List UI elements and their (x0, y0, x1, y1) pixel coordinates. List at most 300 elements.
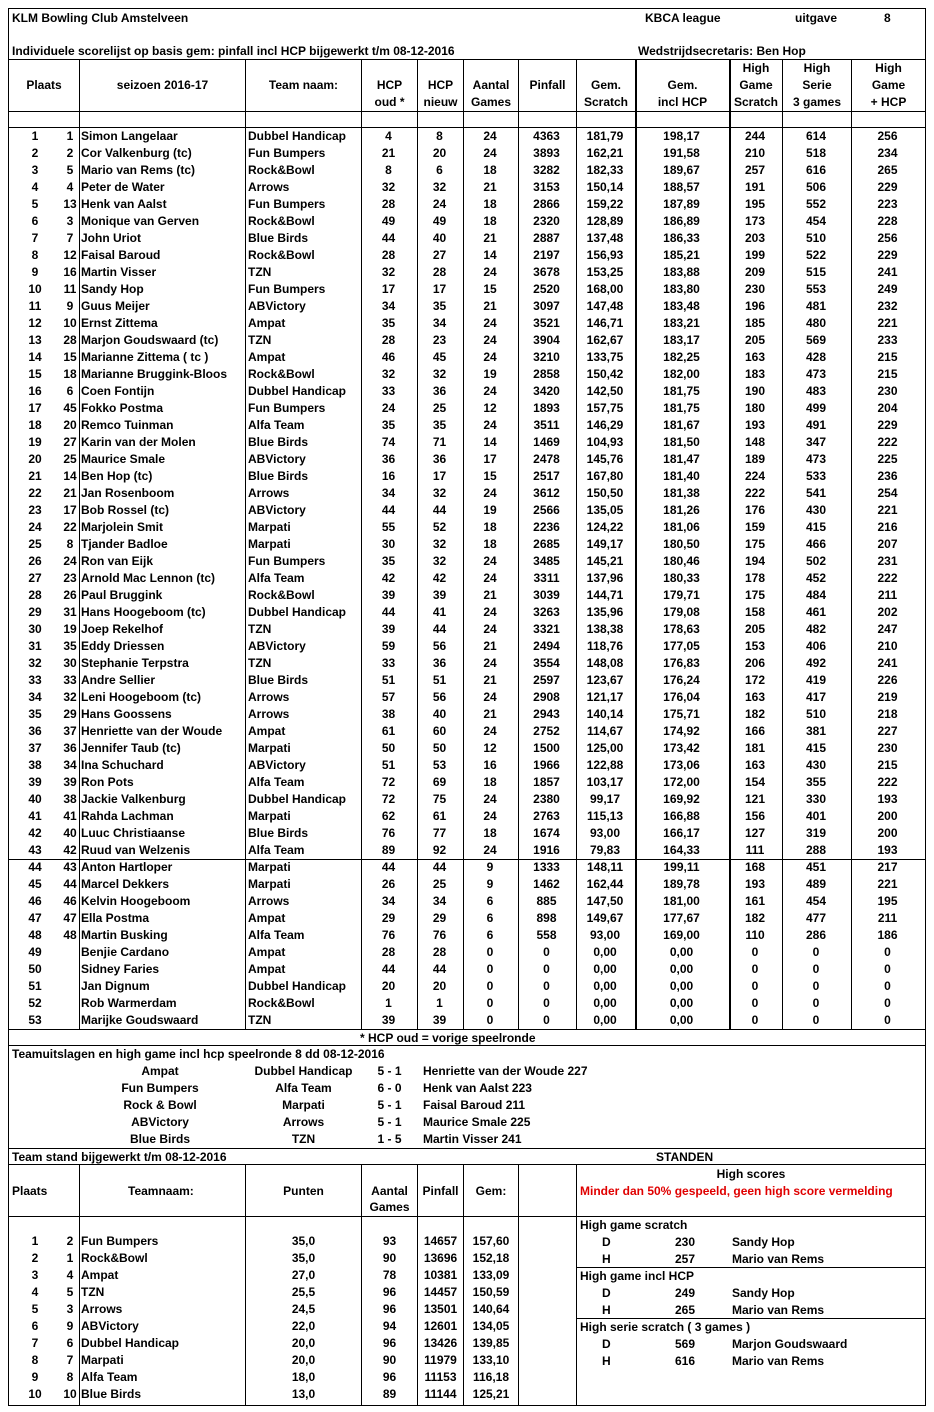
hcp-old: 30 (381, 537, 396, 551)
team-games: 96 (382, 1302, 397, 1316)
pinfall: 2752 (533, 724, 560, 738)
high-serie: 466 (805, 537, 827, 551)
high-game: 203 (744, 231, 766, 245)
high-serie: 454 (805, 894, 827, 908)
avg-scratch: 0,00 (593, 962, 617, 976)
team-pinfall: 13426 (423, 1336, 458, 1350)
team-name: Blue Birds (248, 673, 309, 687)
hcp-new: 41 (432, 605, 447, 619)
hcp-new: 36 (432, 656, 447, 670)
high-serie: 0 (812, 962, 820, 976)
high-type: H (602, 1354, 611, 1368)
games: 21 (483, 180, 497, 194)
high-game: 127 (744, 826, 766, 840)
hcp-old: 26 (381, 877, 396, 891)
high-game: 244 (744, 129, 766, 143)
match-score: 1 - 5 (377, 1132, 402, 1146)
hcp-new: 39 (432, 588, 447, 602)
games: 24 (483, 486, 497, 500)
st-col-games-2: Games (369, 1200, 410, 1214)
hcp-old: 33 (381, 656, 396, 670)
team-prev-place: 3 (66, 1302, 74, 1316)
pinfall: 2320 (533, 214, 560, 228)
pinfall: 2197 (533, 248, 560, 262)
games: 24 (483, 571, 497, 585)
team-prev-place: 5 (66, 1285, 74, 1299)
team-points: 13,0 (291, 1387, 316, 1401)
games: 24 (483, 605, 497, 619)
place: 37 (28, 741, 42, 755)
player-name: Cor Valkenburg (tc) (81, 146, 192, 160)
team-name: Fun Bumpers (248, 197, 326, 211)
team-games: 94 (382, 1319, 397, 1333)
st-col-avg: Gem: (475, 1184, 507, 1198)
pinfall: 3210 (533, 350, 560, 364)
games: 0 (486, 962, 494, 976)
away-team: Alfa Team (275, 1081, 332, 1095)
table-row (9, 264, 925, 281)
place: 6 (31, 214, 39, 228)
pinfall: 2866 (533, 197, 560, 211)
place: 26 (28, 554, 42, 568)
team-points: 35,0 (291, 1234, 316, 1248)
hcp-old: 89 (381, 843, 396, 857)
high-game-player: Henk van Aalst 223 (423, 1081, 532, 1095)
high-game: 194 (744, 554, 766, 568)
team-name: Arrows (248, 707, 290, 721)
high-game-hcp: 0 (884, 996, 891, 1010)
high-game-hcp: 193 (877, 792, 898, 806)
games: 24 (483, 333, 497, 347)
high-serie: 491 (805, 418, 827, 432)
games: 0 (486, 1013, 494, 1027)
home-team: Blue Birds (129, 1132, 190, 1146)
pinfall: 3521 (533, 316, 560, 330)
place: 33 (28, 673, 42, 687)
col-high-game-3: Scratch (733, 95, 779, 109)
place: 31 (28, 639, 42, 653)
hcp-new: 53 (432, 758, 447, 772)
st-col-place: Plaats (12, 1184, 48, 1198)
player-name: Bob Rossel (tc) (81, 503, 170, 517)
table-row (9, 944, 925, 961)
hcp-old: 49 (381, 214, 396, 228)
high-game-hcp: 265 (877, 163, 898, 177)
high-game: 121 (744, 792, 766, 806)
table-row (9, 230, 925, 247)
table-row (9, 927, 925, 944)
edition-number: 8 (884, 11, 891, 25)
pinfall: 2566 (533, 503, 560, 517)
games: 15 (483, 469, 497, 483)
team-name: Dubbel Handicap (248, 605, 347, 619)
hcp-new: 40 (432, 707, 447, 721)
high-serie: 481 (805, 299, 827, 313)
team-avg: 152,18 (472, 1251, 510, 1265)
pinfall: 558 (536, 928, 557, 942)
hcp-new: 39 (432, 1013, 447, 1027)
high-game-hcp: 226 (877, 673, 898, 687)
table-row (9, 383, 925, 400)
avg-hcp: 181,67 (663, 418, 700, 432)
high-game-hcp: 221 (877, 503, 898, 517)
team-name: Blue Birds (248, 469, 309, 483)
player-name: Andre Sellier (81, 673, 156, 687)
team-name: Alfa Team (248, 571, 305, 585)
away-team: TZN (291, 1132, 316, 1146)
high-game: 0 (751, 962, 759, 976)
hcp-old: 21 (381, 146, 396, 160)
high-serie: 489 (805, 877, 827, 891)
avg-scratch: 142,50 (586, 384, 624, 398)
avg-hcp: 181,47 (663, 452, 700, 466)
pinfall: 1500 (533, 741, 560, 755)
avg-hcp: 169,00 (663, 928, 700, 942)
high-serie: 502 (805, 554, 827, 568)
high-game: 209 (744, 265, 766, 279)
table-row (9, 689, 925, 706)
player-name: John Uriot (81, 231, 141, 245)
player-name: Benjie Cardano (81, 945, 170, 959)
team-name: Dubbel Handicap (81, 1336, 180, 1350)
hcp-new: 6 (436, 163, 443, 177)
pinfall: 3678 (533, 265, 560, 279)
avg-hcp: 186,89 (663, 214, 700, 228)
prev-place: 48 (63, 928, 77, 942)
high-type: D (602, 1286, 611, 1300)
prev-place: 14 (63, 469, 77, 483)
table-row (9, 961, 925, 978)
team-name: Alfa Team (248, 418, 305, 432)
high-game-hcp: 231 (877, 554, 898, 568)
high-serie: 541 (805, 486, 827, 500)
high-game-hcp: 256 (877, 129, 898, 143)
table-row (9, 281, 925, 298)
table-row (9, 587, 925, 604)
hcp-old: 32 (381, 367, 396, 381)
avg-hcp: 174,92 (663, 724, 700, 738)
high-game: 193 (744, 418, 766, 432)
high-game-hcp: 236 (877, 469, 898, 483)
high-game: 222 (744, 486, 766, 500)
player-name: Henriette van der Woude (81, 724, 223, 738)
home-team: Ampat (141, 1064, 179, 1078)
place: 35 (28, 707, 42, 721)
table-row (9, 145, 925, 162)
hcp-new: 34 (432, 316, 447, 330)
high-type: H (602, 1252, 611, 1266)
place: 42 (28, 826, 42, 840)
high-game: 154 (744, 775, 766, 789)
player-name: Ruud van Welzenis (81, 843, 191, 857)
high-serie: 461 (805, 605, 827, 619)
hcp-new: 32 (432, 367, 447, 381)
hcp-new: 42 (432, 571, 447, 585)
avg-hcp: 166,88 (663, 809, 700, 823)
player-name: Eddy Driessen (81, 639, 165, 653)
high-game: 189 (744, 452, 766, 466)
player-name: Paul Bruggink (81, 588, 163, 602)
team-name: Alfa Team (248, 928, 305, 942)
hcp-new: 44 (432, 503, 447, 517)
avg-hcp: 173,06 (663, 758, 700, 772)
team-avg: 133,10 (472, 1353, 510, 1367)
pinfall: 2597 (533, 673, 560, 687)
place: 5 (31, 197, 39, 211)
pinfall: 2520 (533, 282, 560, 296)
prev-place: 3 (66, 214, 74, 228)
avg-hcp: 180,46 (663, 554, 700, 568)
team-name: Fun Bumpers (248, 554, 326, 568)
player-name: Luuc Christiaanse (81, 826, 186, 840)
pinfall: 2517 (533, 469, 560, 483)
away-team: Dubbel Handicap (254, 1064, 353, 1078)
avg-hcp: 181,50 (663, 435, 700, 449)
prev-place: 4 (66, 180, 74, 194)
team-prev-place: 7 (66, 1353, 74, 1367)
hcp-old: 44 (381, 605, 396, 619)
player-name: Jan Dignum (81, 979, 150, 993)
hcp-new: 20 (432, 979, 447, 993)
pinfall: 3311 (533, 571, 560, 585)
pinfall: 2236 (533, 520, 560, 534)
avg-hcp: 183,48 (663, 299, 700, 313)
hcp-new: 29 (432, 911, 447, 925)
games: 19 (483, 367, 497, 381)
place: 40 (28, 792, 42, 806)
games: 6 (486, 911, 494, 925)
table-row (9, 808, 925, 825)
team-pinfall: 14657 (423, 1234, 458, 1248)
avg-scratch: 0,00 (593, 1013, 617, 1027)
games: 9 (486, 860, 494, 874)
avg-hcp: 199,11 (663, 860, 700, 874)
high-serie: 515 (805, 265, 827, 279)
high-game: 159 (744, 520, 766, 534)
team-name: Marpati (248, 520, 291, 534)
pinfall: 1857 (533, 775, 560, 789)
high-game-hcp: 215 (877, 350, 898, 364)
high-serie: 484 (805, 588, 827, 602)
col-hcp-old-1: HCP (376, 78, 403, 92)
place: 30 (28, 622, 42, 636)
avg-scratch: 0,00 (593, 996, 617, 1010)
high-game-hcp: 241 (877, 265, 898, 279)
prev-place: 24 (63, 554, 77, 568)
high-game-hcp: 232 (877, 299, 898, 313)
hcp-old: 51 (381, 673, 396, 687)
avg-hcp: 198,17 (663, 129, 700, 143)
prev-place: 1 (66, 129, 74, 143)
place: 19 (28, 435, 42, 449)
avg-scratch: 135,05 (586, 503, 624, 517)
team-name: Fun Bumpers (81, 1234, 159, 1248)
player-name: Rahda Lachman (81, 809, 174, 823)
team-pinfall: 14457 (423, 1285, 458, 1299)
hcp-new: 44 (432, 962, 447, 976)
games: 0 (486, 945, 494, 959)
pinfall: 1462 (533, 877, 560, 891)
pinfall: 3612 (533, 486, 560, 500)
high-serie: 552 (805, 197, 827, 211)
player-name: Coen Fontijn (81, 384, 155, 398)
avg-hcp: 176,24 (663, 673, 700, 687)
player-name: Jennifer Taub (tc) (81, 741, 181, 755)
games: 24 (483, 809, 497, 823)
avg-scratch: 118,76 (586, 639, 624, 653)
high-game: 0 (751, 979, 759, 993)
avg-hcp: 181,26 (663, 503, 700, 517)
hcp-old: 51 (381, 758, 396, 772)
hcp-old: 4 (385, 129, 392, 143)
team-place: 5 (31, 1302, 39, 1316)
prev-place: 23 (63, 571, 77, 585)
place: 28 (28, 588, 42, 602)
high-game-hcp: 217 (877, 860, 898, 874)
hcp-new: 32 (432, 554, 447, 568)
match-score: 6 - 0 (377, 1081, 402, 1095)
hcp-old: 20 (381, 979, 396, 993)
high-serie: 347 (805, 435, 827, 449)
team-name: ABVictory (248, 758, 306, 772)
avg-scratch: 146,71 (586, 316, 624, 330)
avg-hcp: 180,33 (663, 571, 700, 585)
team-name: Arrows (248, 690, 290, 704)
high-title: High scores (716, 1167, 786, 1181)
team-games: 78 (382, 1268, 397, 1282)
place: 53 (28, 1013, 42, 1027)
avg-scratch: 144,71 (586, 588, 624, 602)
high-game: 111 (745, 843, 765, 857)
hcp-old: 32 (381, 180, 396, 194)
avg-scratch: 93,00 (589, 928, 621, 942)
high-serie: 492 (805, 656, 827, 670)
table-row (9, 502, 925, 519)
hcp-old: 28 (381, 945, 396, 959)
team-name: Rock&Bowl (248, 163, 315, 177)
games: 18 (483, 775, 497, 789)
team-avg: 133,09 (472, 1268, 510, 1282)
avg-scratch: 133,75 (586, 350, 624, 364)
player-name: Marjolein Smit (81, 520, 164, 534)
separator-rule (9, 859, 925, 860)
avg-hcp: 189,67 (663, 163, 700, 177)
player-name: Sidney Faries (81, 962, 160, 976)
games: 6 (486, 928, 494, 942)
pinfall: 0 (543, 979, 550, 993)
player-name: Ernst Zittema (81, 316, 158, 330)
team-name: Rock&Bowl (248, 588, 315, 602)
high-serie: 430 (805, 503, 827, 517)
avg-hcp: 169,92 (663, 792, 700, 806)
high-game-hcp: 0 (884, 945, 891, 959)
high-game: 163 (744, 350, 766, 364)
hcp-new: 71 (432, 435, 447, 449)
table-row (9, 570, 925, 587)
avg-hcp: 180,50 (663, 537, 700, 551)
player-name: Tjander Badloe (81, 537, 168, 551)
place: 39 (28, 775, 42, 789)
hcp-new: 75 (432, 792, 447, 806)
team-place: 6 (31, 1319, 39, 1333)
games: 9 (486, 877, 494, 891)
high-game-hcp: 228 (877, 214, 898, 228)
player-name: Maurice Smale (81, 452, 166, 466)
prev-place: 10 (63, 316, 77, 330)
high-score: 616 (674, 1354, 696, 1368)
high-score: 249 (674, 1286, 696, 1300)
secretary: Wedstrijdsecretaris: Ben Hop (638, 44, 806, 58)
high-game-hcp: 216 (877, 520, 898, 534)
avg-scratch: 148,08 (586, 656, 624, 670)
avg-hcp: 177,67 (663, 911, 700, 925)
avg-scratch: 145,76 (586, 452, 624, 466)
player-name: Marijke Goudswaard (81, 1013, 199, 1027)
hcp-old: 29 (381, 911, 396, 925)
team-avg: 116,18 (472, 1370, 510, 1384)
team-prev-place: 4 (66, 1268, 74, 1282)
avg-scratch: 148,11 (586, 860, 624, 874)
player-name: Kelvin Hoogeboom (81, 894, 191, 908)
table-row (9, 723, 925, 740)
place: 24 (28, 520, 42, 534)
pinfall: 2380 (533, 792, 560, 806)
high-game-player: Martin Visser 241 (423, 1132, 522, 1146)
high-serie: 477 (805, 911, 827, 925)
team-name: Alfa Team (81, 1370, 138, 1384)
place: 3 (31, 163, 39, 177)
high-type: D (602, 1235, 611, 1249)
standings-top-rule (9, 1148, 925, 1149)
away-team: Marpati (282, 1098, 325, 1112)
high-game: 156 (744, 809, 766, 823)
avg-hcp: 181,75 (663, 384, 700, 398)
table-row (9, 468, 925, 485)
place: 16 (28, 384, 42, 398)
player-name: Guus Meijer (81, 299, 150, 313)
team-name: ABVictory (248, 452, 306, 466)
hcp-old: 17 (381, 282, 396, 296)
hcp-old: 76 (381, 928, 396, 942)
team-place: 3 (31, 1268, 39, 1282)
team-name: TZN (248, 265, 272, 279)
high-serie: 473 (805, 367, 827, 381)
team-name: Arrows (248, 180, 290, 194)
table-row (9, 638, 925, 655)
high-group-rule (577, 1318, 925, 1319)
table-row (9, 179, 925, 196)
place: 34 (28, 690, 42, 704)
hcp-old: 44 (381, 962, 396, 976)
table-row (9, 349, 925, 366)
player-name: Ron van Eijk (81, 554, 154, 568)
prev-place: 13 (63, 197, 77, 211)
hcp-new: 56 (432, 690, 447, 704)
standings-body-rule (9, 1216, 577, 1217)
hcp-old: 42 (381, 571, 396, 585)
hcp-new: 32 (432, 180, 447, 194)
prev-place: 47 (63, 911, 77, 925)
team-name: Ampat (248, 945, 286, 959)
st-col-team: Teamnaam: (128, 1184, 194, 1198)
hcp-old: 36 (381, 452, 396, 466)
prev-place: 7 (66, 231, 74, 245)
avg-hcp: 181,75 (663, 401, 700, 415)
high-serie: 319 (805, 826, 827, 840)
player-name: Ella Postma (81, 911, 150, 925)
table-row (9, 298, 925, 315)
high-serie: 483 (805, 384, 827, 398)
